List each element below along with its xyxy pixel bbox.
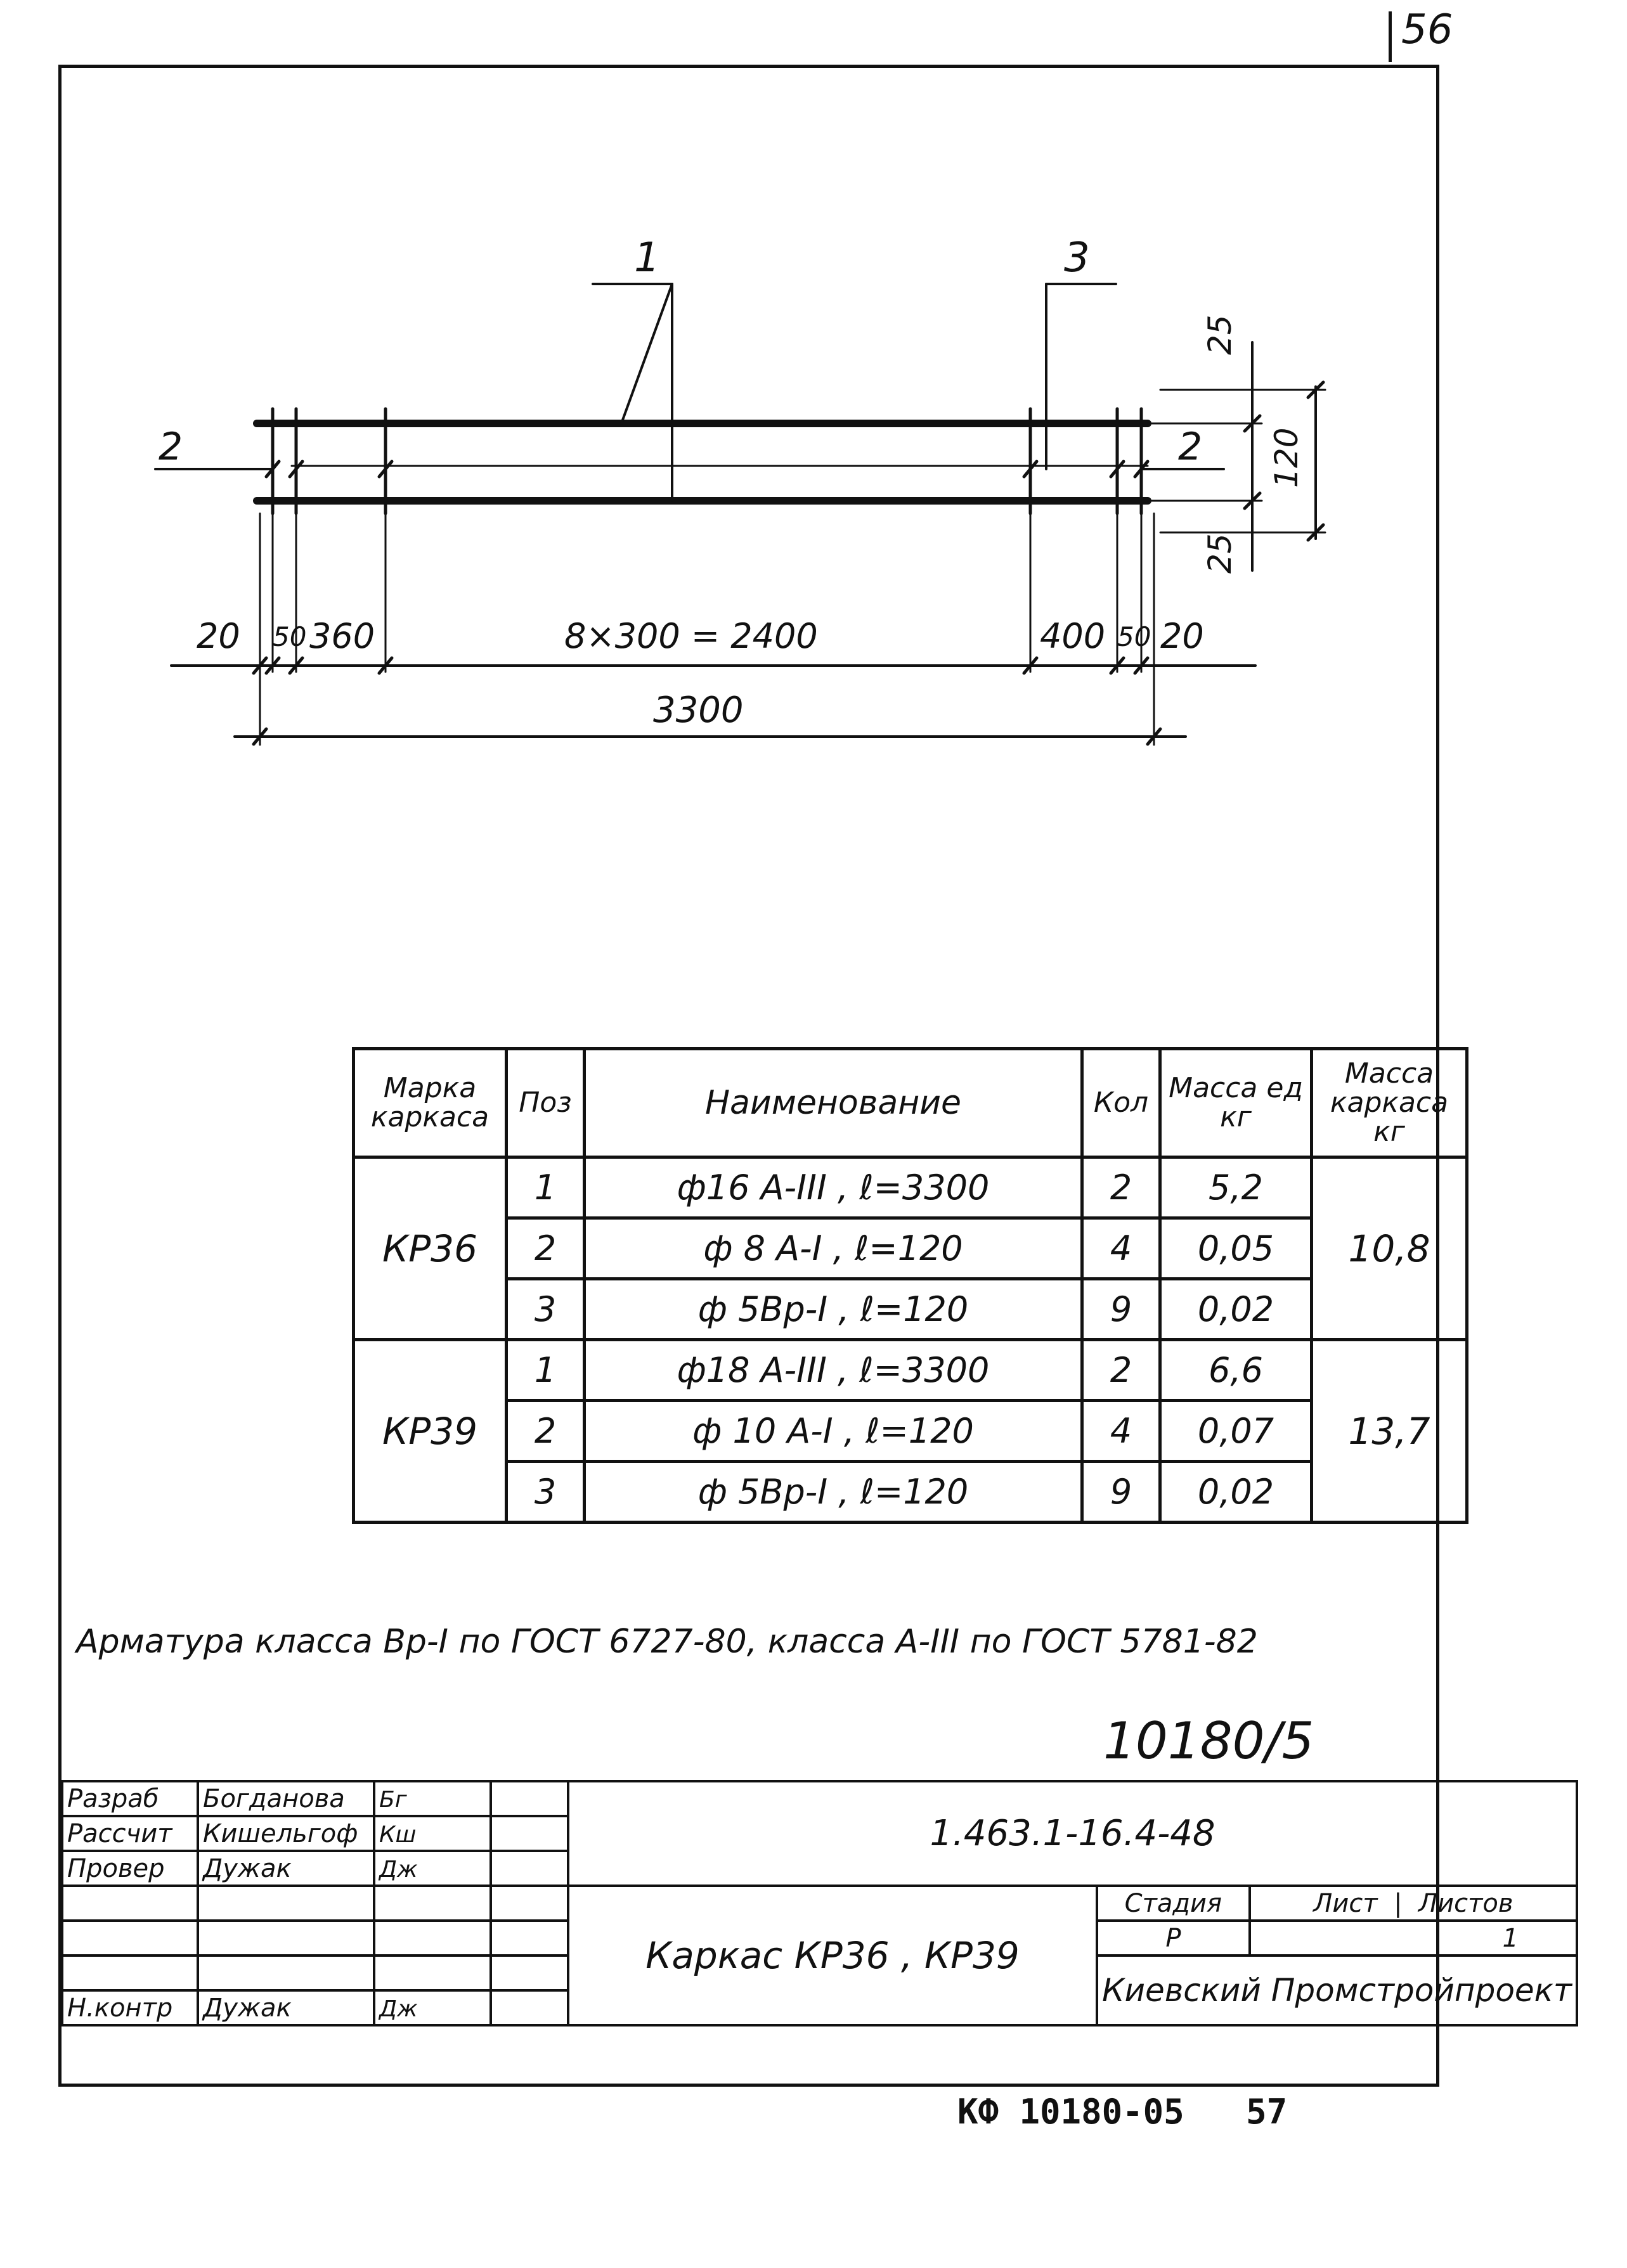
header-name: Наименование: [585, 1049, 1082, 1157]
header-pos: Поз: [507, 1049, 585, 1157]
table-row: [354, 1157, 1467, 1218]
dim-3300: 3300: [653, 690, 744, 731]
role-label: [62, 1886, 198, 1921]
role-label: Н.контр: [62, 1990, 198, 2025]
dim-20-left: 20: [197, 616, 240, 656]
role-label: [62, 1921, 198, 1956]
pos-cell: 2: [507, 1218, 585, 1279]
doc-code: 1.463.1-16.4-48: [568, 1781, 1577, 1886]
person-name: Дужак: [198, 1990, 374, 2025]
stage-value: Р: [1097, 1921, 1250, 1956]
pos-cell: 2: [507, 1401, 585, 1462]
qty-cell: 4: [1082, 1218, 1160, 1279]
dim-360: 360: [309, 616, 375, 656]
pos-cell: 1: [507, 1157, 585, 1218]
pos-cell: 1: [507, 1340, 585, 1401]
frame-mass-kr36: 10,8: [1312, 1157, 1467, 1340]
qty-cell: 2: [1082, 1157, 1160, 1218]
header-qty: Кол: [1082, 1049, 1160, 1157]
unit-mass-cell: 5,2: [1160, 1157, 1312, 1218]
date-cell: [491, 1816, 568, 1851]
dim-400: 400: [1040, 616, 1106, 656]
spec-table: [352, 1047, 1468, 1524]
sheet-corner-number: 56: [1401, 6, 1453, 53]
dim-2400: 8×300 = 2400: [564, 616, 818, 656]
sheet-labels: Лист | Листов: [1250, 1886, 1577, 1921]
person-name: [198, 1886, 374, 1921]
title-block: [61, 1780, 1578, 2026]
dim-120: 120: [1268, 427, 1305, 488]
dim-25-bottom: 25: [1202, 533, 1238, 574]
table-row: [354, 1401, 1467, 1462]
pos-cell: 3: [507, 1279, 585, 1340]
person-name: [198, 1921, 374, 1956]
mark-kr39: КР39: [354, 1340, 507, 1523]
header-mark: Марка каркаса: [354, 1049, 507, 1157]
qty-cell: 9: [1082, 1279, 1160, 1340]
sheet-label: Лист: [1313, 1888, 1378, 1918]
callout-2-right: 2: [1178, 425, 1203, 469]
reinforcement-note: Арматура класса Вр-I по ГОСТ 6727-80, класса А-III по ГОСТ 5781-82: [76, 1623, 1258, 1661]
unit-mass-cell: 6,6: [1160, 1340, 1312, 1401]
person-name: Богданова: [198, 1781, 374, 1816]
frame-mass-kr39: 13,7: [1312, 1340, 1467, 1523]
person-name: Кишельгоф: [198, 1816, 374, 1851]
table-row: [354, 1462, 1467, 1523]
sheets-label: Листов: [1418, 1888, 1514, 1918]
name-cell: ф 5Вр-I , ℓ=120: [585, 1279, 1082, 1340]
role-label: Рассчит: [62, 1816, 198, 1851]
table-row: [354, 1279, 1467, 1340]
date-cell: [491, 1956, 568, 1990]
signature: [374, 1921, 491, 1956]
drawing-title: Каркас КР36 , КР39: [568, 1886, 1097, 2025]
mark-kr36: КР36: [354, 1157, 507, 1340]
signature: Дж: [374, 1990, 491, 2025]
date-cell: [491, 1781, 568, 1816]
date-cell: [491, 1886, 568, 1921]
qty-cell: 2: [1082, 1340, 1160, 1401]
signature: [374, 1956, 491, 1990]
table-row: [354, 1218, 1467, 1279]
spec-header-row: [354, 1049, 1467, 1157]
dim-20-right: 20: [1160, 616, 1204, 656]
callout-1: 1: [634, 235, 660, 281]
qty-cell: 9: [1082, 1462, 1160, 1523]
role-label: Разраб: [62, 1781, 198, 1816]
unit-mass-cell: 0,07: [1160, 1401, 1312, 1462]
footer-code: КФ 10180-05 57: [957, 2092, 1288, 2132]
person-name: Дужак: [198, 1851, 374, 1886]
unit-mass-cell: 0,02: [1160, 1462, 1312, 1523]
name-cell: ф 8 А-I , ℓ=120: [585, 1218, 1082, 1279]
dim-25-top: 25: [1202, 314, 1238, 355]
name-cell: ф16 А-III , ℓ=3300: [585, 1157, 1082, 1218]
table-row: [354, 1340, 1467, 1401]
name-cell: ф 5Вр-I , ℓ=120: [585, 1462, 1082, 1523]
callout-2-left: 2: [159, 425, 183, 469]
dim-50-right: 50: [1117, 621, 1151, 652]
signature: Дж: [374, 1851, 491, 1886]
dim-50-left: 50: [273, 621, 307, 652]
stage-label: Стадия: [1097, 1886, 1250, 1921]
date-cell: [491, 1851, 568, 1886]
role-label: [62, 1956, 198, 1990]
organization: Киевский Промстройпроект: [1097, 1956, 1577, 2025]
date-cell: [491, 1990, 568, 2025]
frame-drawing: [0, 0, 1627, 824]
name-cell: ф18 А-III , ℓ=3300: [585, 1340, 1082, 1401]
unit-mass-cell: 0,05: [1160, 1218, 1312, 1279]
pos-cell: 3: [507, 1462, 585, 1523]
signature: Кш: [374, 1816, 491, 1851]
header-unit-mass: Масса ед кг: [1160, 1049, 1312, 1157]
role-label: Провер: [62, 1851, 198, 1886]
date-cell: [491, 1921, 568, 1956]
callout-3: 3: [1064, 235, 1090, 281]
signature: [374, 1886, 491, 1921]
header-frame-mass: Масса каркаса кг: [1312, 1049, 1467, 1157]
stamp-number: 10180/5: [1103, 1711, 1314, 1770]
sheets-value: 1: [1250, 1921, 1577, 1956]
person-name: [198, 1956, 374, 1990]
signature: Бг: [374, 1781, 491, 1816]
qty-cell: 4: [1082, 1401, 1160, 1462]
name-cell: ф 10 А-I , ℓ=120: [585, 1401, 1082, 1462]
unit-mass-cell: 0,02: [1160, 1279, 1312, 1340]
